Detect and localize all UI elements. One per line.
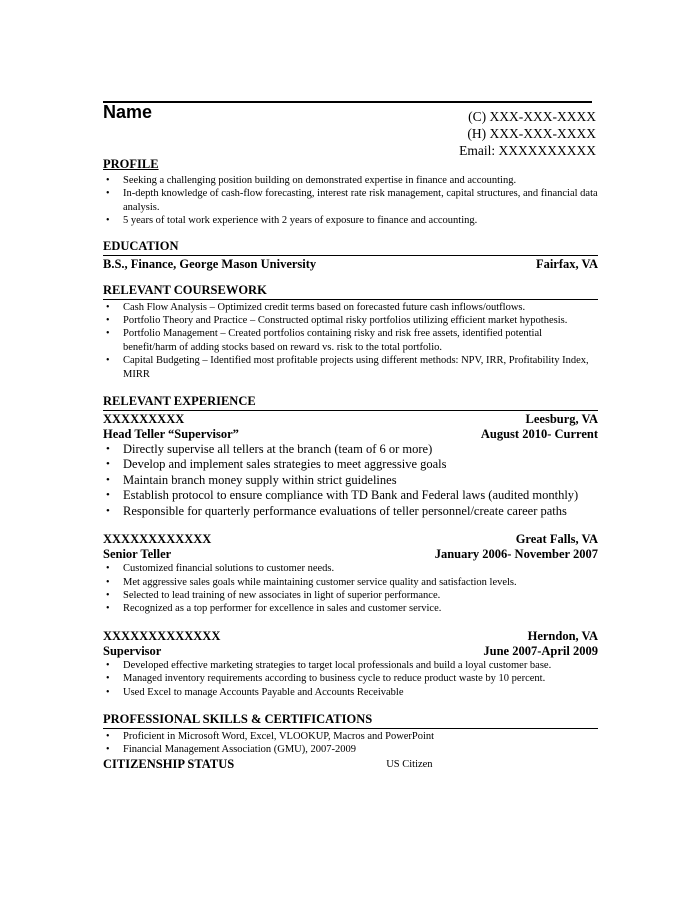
resume-body — [103, 157, 598, 772]
job-duties — [103, 562, 598, 616]
email: Email: XXXXXXXXXX — [459, 143, 596, 158]
job-2 — [103, 532, 598, 616]
coursework-list — [103, 301, 598, 381]
list-item: • Maintain branch money supply within strict guidelines — [103, 473, 598, 488]
list-item: • Develop and implement sales strategies to meet aggressive goals — [103, 457, 598, 472]
job-dates: August 2010- Current — [480, 427, 598, 442]
education-heading: EDUCATION — [103, 239, 598, 256]
list-item: • Capital Budgeting – Identified most profitable projects using different methods: NPV, IRR, Profitability Index, MIRR — [103, 354, 598, 381]
list-item: • Met aggressive sales goals while maintaining customer service quality and satisfaction levels. — [103, 576, 598, 589]
home-phone: (H) XXX-XXX-XXXX — [467, 126, 596, 141]
job-location: Leesburg, VA — [525, 412, 598, 427]
job-dates: June 2007-April 2009 — [483, 643, 598, 658]
degree: B.S., Finance, George Mason University — [103, 256, 317, 271]
job-duties — [103, 659, 598, 699]
education-location: Fairfax, VA — [535, 256, 598, 271]
list-item: • 5 years of total work experience with 2 years of exposure to finance and accounting. — [103, 214, 598, 227]
contact-block — [459, 108, 596, 159]
list-item: • In-depth knowledge of cash-flow forecasting, interest rate risk management, capital structures, and financial data analysis. — [103, 187, 598, 214]
list-item: • Selected to lead training of new associates in light of superior performance. — [103, 589, 598, 602]
citizenship-heading: CITIZENSHIP STATUS — [103, 756, 235, 771]
job-3 — [103, 629, 598, 699]
list-item: • Proficient in Microsoft Word, Excel, VLOOKUP, Macros and PowerPoint — [103, 730, 598, 743]
profile-list — [103, 174, 598, 228]
list-item: • Directly supervise all tellers at the branch (team of 6 or more) — [103, 442, 598, 457]
job-1 — [103, 412, 598, 519]
education-row — [103, 257, 598, 272]
company: XXXXXXXXX — [103, 412, 185, 427]
list-item: • Recognized as a top performer for excellence in sales and customer service. — [103, 602, 598, 615]
job-location: Great Falls, VA — [515, 532, 598, 547]
job-duties — [103, 442, 598, 519]
list-item: • Customized financial solutions to customer needs. — [103, 562, 598, 575]
header-rule — [103, 101, 592, 103]
list-item: • Portfolio Theory and Practice – Constructed optimal risky portfolios utilizing efficient market hypothesis. — [103, 314, 598, 327]
company: XXXXXXXXXXXXX — [103, 628, 221, 643]
job-role: Head Teller “Supervisor” — [103, 427, 239, 442]
list-item: • Cash Flow Analysis – Optimized credit terms based on forecasted future cash inflows/outflows. — [103, 301, 598, 314]
list-item: • Portfolio Management – Created portfolios containing risky and risk free assets, identified potential benefit/harm of adding stocks based on reward vs. risk to the total portfolio. — [103, 327, 598, 354]
job-role: Supervisor — [103, 643, 162, 658]
candidate-name: Name — [103, 102, 153, 122]
list-item: • Developed effective marketing strategies to target local professionals and build a loyal customer base. — [103, 659, 598, 672]
citizenship-row — [103, 757, 598, 772]
list-item: • Financial Management Association (GMU), 2007-2009 — [103, 743, 598, 756]
experience-heading: RELEVANT EXPERIENCE — [103, 394, 598, 411]
job-location: Herndon, VA — [527, 628, 598, 643]
cell-phone: (C) XXX-XXX-XXXX — [468, 109, 596, 124]
company: XXXXXXXXXXXX — [103, 532, 212, 547]
coursework-heading: RELEVANT COURSEWORK — [103, 283, 598, 300]
job-role: Senior Teller — [103, 547, 172, 562]
list-item: • Establish protocol to ensure compliance with TD Bank and Federal laws (audited monthly) — [103, 488, 598, 503]
list-item: • Used Excel to manage Accounts Payable and Accounts Receivable — [103, 686, 598, 699]
list-item: • Managed inventory requirements according to business cycle to reduce product waste by 10 percent. — [103, 672, 598, 685]
profile-heading: PROFILE — [103, 157, 159, 171]
list-item: • Responsible for quarterly performance evaluations of teller personnel/create career paths — [103, 504, 598, 519]
skills-list — [103, 730, 598, 757]
skills-heading: PROFESSIONAL SKILLS & CERTIFICATIONS — [103, 712, 598, 729]
list-item: • Seeking a challenging position building on demonstrated expertise in finance and accounting. — [103, 174, 598, 187]
citizenship-value: US Citizen — [386, 758, 433, 770]
job-dates: January 2006- November 2007 — [434, 547, 598, 562]
